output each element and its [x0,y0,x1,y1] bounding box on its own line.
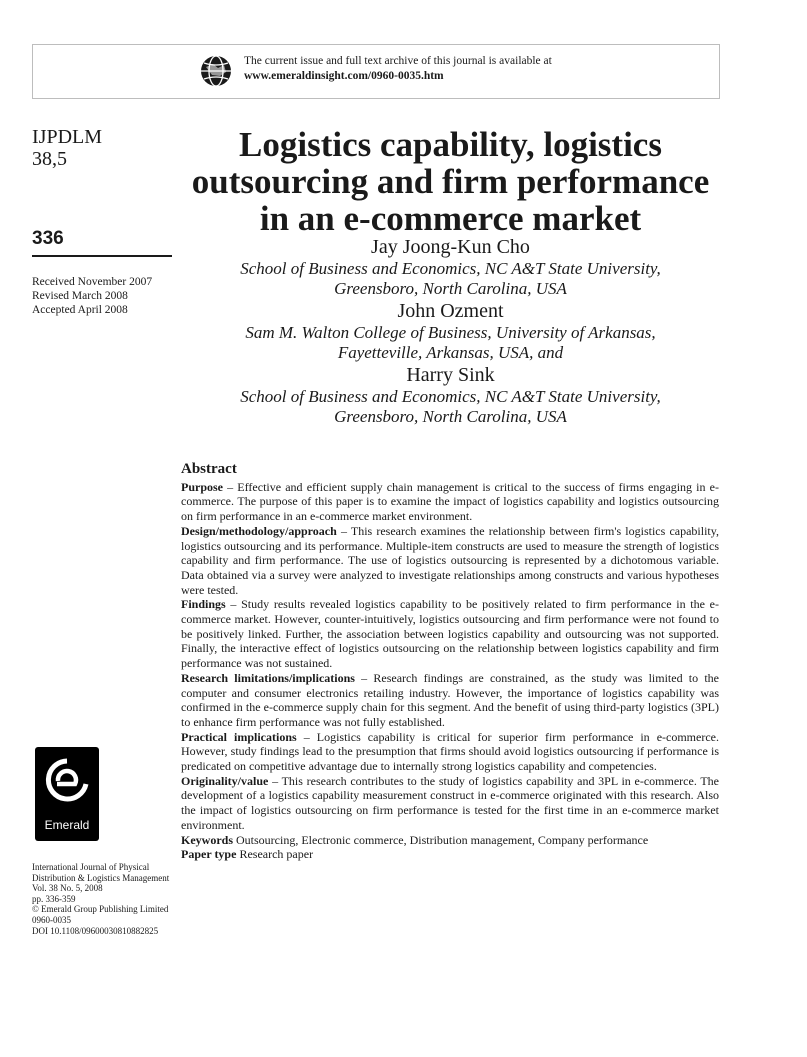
author-name: Jay Joong-Kun Cho [371,236,530,258]
meta-line: International Journal of Physical [32,862,150,872]
abstract-design [181,524,719,598]
section-text: – This research examines the relationship between firm's logistics capability, logistics outsourcing and its performance. Multiple-item constructs are used to measure the strength of logistics capability and firm performance. The use of logistics outsourcing is represented by a dichotomous variable. Data obtained via a survey were analyzed to investigate relationships among constructs and various hypotheses were tested. [181,523,719,597]
author-list [178,235,723,427]
section-label: Keywords [181,832,233,847]
doi: DOI 10.1108/09600030810882825 [32,925,159,936]
section-label: Research limitations/implications [181,670,355,685]
abstract-originality [181,774,719,833]
article-dates [32,275,152,317]
section-text: – Study results revealed logistics capability to be positively related to firm performance in the e-commerce market. However, counter-intuitively, logistics outsourcing and firm performance were not found to be positively linked. Further, the association between logistics capability and outsourcing was not supported. Finally, the interactive effect of logistics outsourcing on the relationship between logistics capability and firm performance was not sustained. [181,597,719,671]
author-name: Harry Sink [406,364,495,386]
abstract-heading: Abstract [181,461,237,477]
globe-icon [200,55,232,87]
abstract [181,462,719,862]
date-accepted: Accepted April 2008 [32,304,128,316]
title-line: in an e-commerce market [259,199,642,238]
keywords [181,833,719,848]
title-line: outsourcing and firm performance [191,162,710,201]
abstract-limitations [181,671,719,730]
section-label: Practical implications [181,729,297,744]
banner-text [244,54,552,84]
journal-abbrev: IJPDLM [32,126,103,148]
section-text: Research paper [236,847,314,862]
page-number: 336 [32,228,64,249]
author-affiliation: Greensboro, North Carolina, USA [334,407,567,426]
author-affiliation: Sam M. Walton College of Business, University of Arkansas, [245,323,656,342]
section-label: Findings [181,597,226,612]
paper-type [181,847,719,862]
date-revised: Revised March 2008 [32,290,128,302]
meta-line: Distribution & Logistics Management [32,872,170,883]
publication-meta [32,862,169,936]
emerald-logo [35,747,99,841]
banner-line: The current issue and full text archive of this journal is available at [244,55,552,67]
meta-line: Vol. 38 No. 5, 2008 [32,883,103,894]
meta-line: © Emerald Group Publishing Limited [32,904,169,915]
abstract-findings [181,597,719,671]
section-label: Paper type [181,847,237,862]
abstract-purpose [181,480,719,524]
logo-text: Emerald [44,818,90,832]
author-name: John Ozment [397,300,504,322]
emerald-e-icon [44,757,90,809]
article-title [178,126,723,237]
journal-url-link[interactable]: www.emeraldinsight.com/0960-0035.htm [244,70,444,82]
date-received: Received November 2007 [32,276,153,288]
section-label: Originality/value [181,773,269,788]
section-text: Outsourcing, Electronic commerce, Distribution management, Company performance [233,832,649,847]
section-text: – Effective and efficient supply chain management is critical to the success of firms engaging in e-commerce. The purpose of this paper is to examine the impact of logistics capability and logistics outsourcing on firm performance in an e-commerce market environment. [181,479,719,524]
section-text: – This research contributes to the study of logistics capability and 3PL in e-commerce. The development of a logistics capability measurement construct in e-commerce originated with this research. Also the impact of logistics outsourcing on firm performance is tested for the first time in an e-commerce market environment. [181,773,719,832]
section-label: Design/methodology/approach [181,523,337,538]
volume-issue: 38,5 [32,148,67,170]
section-text: – Logistics capability is critical for superior firm performance in e-commerce. However, study findings lead to the presumption that firms should avoid logistics outsourcing if performance is predicated on competitive advantage due to internally strong logistics capability and competencies. [181,729,719,774]
author-affiliation: School of Business and Economics, NC A&T State University, [240,259,661,278]
section-text: – Research findings are constrained, as the study was limited to the computer and consumer electronics retailing industry. However, the importance of logistics capability was confirmed in the e-commerce supply chain for this segment. And the benefit of using third-party logistics (3PL) to enhance firm performance was not fully established. [181,670,719,729]
journal-info [32,126,102,170]
abstract-practical [181,730,719,774]
author-affiliation: Greensboro, North Carolina, USA [334,279,567,298]
divider [32,255,172,257]
meta-line: 0960-0035 [32,914,71,925]
meta-line: pp. 336-359 [32,893,76,904]
author-affiliation: Fayetteville, Arkansas, USA, and [337,343,564,362]
author-affiliation: School of Business and Economics, NC A&T State University, [240,387,661,406]
section-label: Purpose [181,479,223,494]
title-line: Logistics capability, logistics [239,125,662,164]
